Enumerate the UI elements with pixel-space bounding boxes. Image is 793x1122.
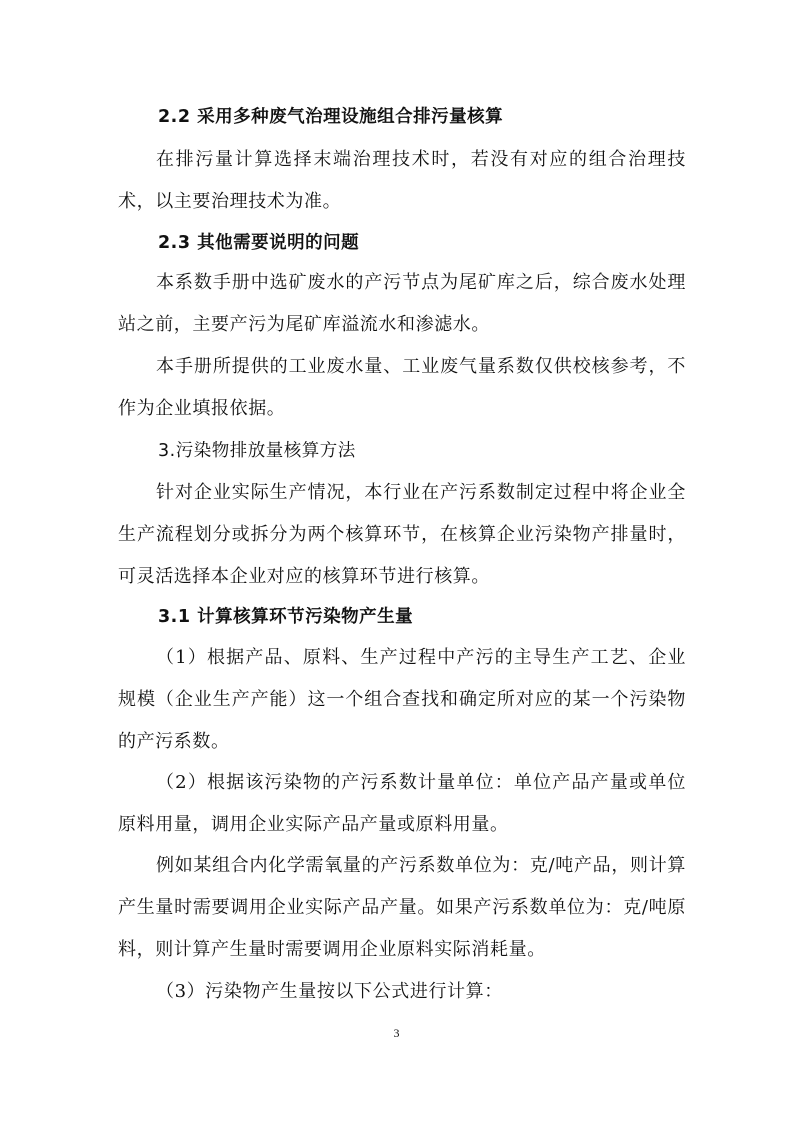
heading-3-1: 3.1 计算核算环节污染物产生量 bbox=[158, 607, 414, 627]
list-item-3: （3）污染物产生量按以下公式进行计算： bbox=[156, 981, 503, 1002]
heading-2-3: 2.3 其他需要说明的问题 bbox=[158, 233, 360, 253]
paragraph-2-3-b: 本手册所提供的工业废水量、工业废气量系数仅供校核参考，不作为企业填报依据。 bbox=[118, 356, 686, 419]
page-number: 3 bbox=[393, 1026, 400, 1040]
list-item-1: （1）根据产品、原料、生产过程中产污的主导生产工艺、企业规模（企业生产产能）这一个组合查找和确定所对应的某一个污染物的产污系数。 bbox=[118, 647, 686, 752]
paragraph-2-2: 在排污量计算选择末端治理技术时，若没有对应的组合治理技术，以主要治理技术为准。 bbox=[118, 149, 686, 212]
heading-3: 3.污染物排放量核算方法 bbox=[158, 441, 356, 461]
list-item-2: （2）根据该污染物的产污系数计量单位：单位产品产量或单位原料用量，调用企业实际产品产量或原料用量。 bbox=[118, 772, 686, 835]
heading-2-2: 2.2 采用多种废气治理设施组合排污量核算 bbox=[158, 107, 504, 127]
paragraph-3: 针对企业实际生产情况，本行业在产污系数制定过程中将企业全生产流程划分或拆分为两个核算环节，在核算企业污染物产排量时，可灵活选择本企业对应的核算环节进行核算。 bbox=[118, 482, 686, 587]
example-paragraph: 例如某组合内化学需氧量的产污系数单位为：克/吨产品，则计算产生量时需要调用企业实际产品产量。如果产污系数单位为：克/吨原料，则计算产生量时需要调用企业原料实际消耗量。 bbox=[118, 855, 686, 960]
paragraph-2-3-a: 本系数手册中选矿废水的产污节点为尾矿库之后，综合废水处理站之前，主要产污为尾矿库溢流水和渗滤水。 bbox=[118, 272, 686, 335]
